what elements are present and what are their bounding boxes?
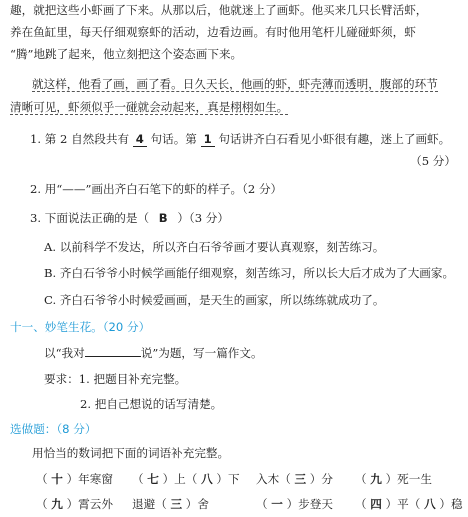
q1-mid: 句话。第 xyxy=(150,132,197,146)
idiom-2-2-pre: 退避（ xyxy=(132,497,167,511)
idiom-1-2: （ 七 ）上（ 八 ）下 xyxy=(132,472,240,486)
idiom-2-4-mid: 平（ xyxy=(397,497,421,511)
idiom-2-2-rest: 舍 xyxy=(197,497,209,511)
q3-option-b: B. 齐白石爷爷小时候学画能仔细观察，刻苦练习，所以长大后才成为了大画家。 xyxy=(44,266,455,280)
idiom-2-1-answer: 九 xyxy=(51,497,63,511)
optional-title: 选做题： xyxy=(10,422,57,436)
idiom-2-4-answer-2: 八 xyxy=(424,497,436,511)
passage-line-2: 养在鱼缸里，每天仔细观察虾的活动，边看边画。有时他用笔杆儿碰碰虾须，虾 xyxy=(10,25,416,39)
idiom-2-3-answer: 一 xyxy=(271,497,283,511)
section-11-heading xyxy=(10,319,150,335)
idiom-1-3: 入木（ 三 ）分 xyxy=(256,472,333,486)
essay-prompt-post: 说”为题，写一篇作文。 xyxy=(140,346,263,360)
essay-prompt xyxy=(44,345,263,361)
q1-answer-1: 4 xyxy=(133,132,147,147)
idiom-2-3: （ 一 ）步登天 xyxy=(256,497,333,511)
idiom-1-2-mid: 上（ xyxy=(174,472,198,486)
optional-score: （8 分） xyxy=(56,422,97,436)
section-11-title: 十一、妙笔生花。 xyxy=(10,320,103,334)
optional-instruction: 用恰当的数词把下面的词语补充完整。 xyxy=(32,446,230,460)
idiom-1-1-rest: 年寒窗 xyxy=(78,472,113,486)
passage-line-5-text: 清晰可见，虾须似乎一碰就会动起来，真是栩栩如生。 xyxy=(10,100,289,114)
q3-option-c: C. 齐白石爷爷小时候爱画画，是天生的画家，所以练练就成功了。 xyxy=(44,293,385,307)
idiom-1-4: （ 九 ）死一生 xyxy=(355,472,432,486)
q3-post: ）（3 分） xyxy=(177,211,229,225)
passage-line-5 xyxy=(10,99,288,115)
idiom-2-4-rest: 稳 xyxy=(450,497,463,511)
idiom-1-3-answer: 三 xyxy=(294,472,307,486)
passage-line-4-text: 就这样，他看了画，画了看。日久天长，他画的虾，虾壳薄而透明，腹部的环节 xyxy=(32,77,438,91)
q1-answer-2: 1 xyxy=(201,132,215,147)
optional-heading xyxy=(10,421,96,437)
idiom-1-4-rest: 死一生 xyxy=(397,472,432,486)
q3-answer: B xyxy=(158,211,168,225)
q3-pre: 3. 下面说法正确的是（ xyxy=(30,211,150,225)
idiom-2-1-rest: 霄云外 xyxy=(78,497,113,511)
q1-score: （5 分） xyxy=(410,154,456,168)
essay-prompt-pre: 以“我对 xyxy=(44,346,85,360)
idiom-1-2-answer-1: 七 xyxy=(147,472,159,486)
idiom-2-3-rest: 步登天 xyxy=(298,497,333,511)
section-11-score: （20 分） xyxy=(102,320,151,334)
idiom-2-2: 退避（ 三 ）舍 xyxy=(132,497,209,511)
passage-line-4 xyxy=(32,76,438,92)
q1-pre: 1. 第 2 自然段共有 xyxy=(30,132,130,146)
question-3 xyxy=(30,210,229,226)
idiom-1-3-rest: 分 xyxy=(321,472,333,486)
essay-requirement-2: 2. 把自己想说的话写清楚。 xyxy=(80,397,223,411)
essay-requirement-1: 要求：1. 把题目补充完整。 xyxy=(44,372,187,386)
idiom-2-4-answer-1: 四 xyxy=(370,497,382,511)
essay-title-blank xyxy=(85,346,141,357)
idiom-1-3-pre: 入木（ xyxy=(256,472,291,486)
idiom-1-4-answer: 九 xyxy=(370,472,382,486)
idiom-2-2-answer: 三 xyxy=(170,497,183,511)
q1-post: 句话讲齐白石看见小虾很有趣，迷上了画虾。 xyxy=(218,132,451,146)
idiom-1-2-answer-2: 八 xyxy=(201,472,213,486)
idiom-1-1-answer: 十 xyxy=(51,472,63,486)
question-2: 2. 用“——”画出齐白石笔下的虾的样子。（2 分） xyxy=(30,182,283,196)
passage-line-3: “腾”地跳了起来，他立刻把这个姿态画下来。 xyxy=(10,47,243,61)
question-1 xyxy=(30,131,450,147)
idiom-2-4: （ 四 ）平（ 八 ）稳 xyxy=(355,497,463,511)
q3-option-a: A. 以前科学不发达，所以齐白石爷爷画才要认真观察，刻苦练习。 xyxy=(44,240,385,254)
idiom-2-1: （ 九 ）霄云外 xyxy=(36,497,113,511)
idiom-1-1: （ 十 ）年寒窗 xyxy=(36,472,113,486)
passage-line-1: 趣，就把这些小虾画了下来。从那以后，他就迷上了画虾。他买来几只长臂活虾， xyxy=(10,3,428,17)
idiom-1-2-rest: 下 xyxy=(227,472,240,486)
